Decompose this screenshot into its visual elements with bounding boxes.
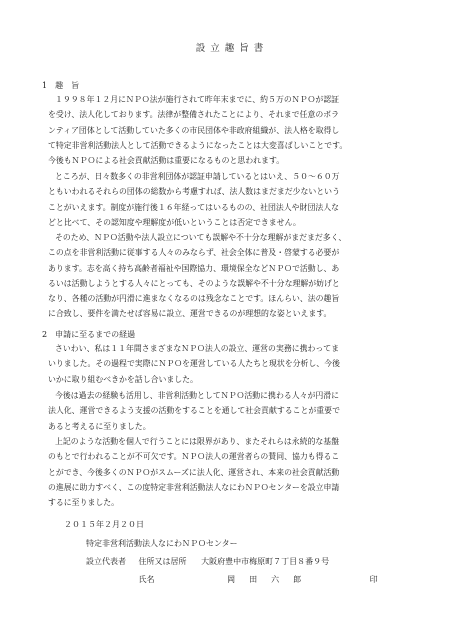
text-line: ともいわれるそれらの団体の総数から考慮すれば、法人数はまだまだ少ないという [48,187,340,197]
address-label: 住所又は居所 [138,557,187,566]
signature-name-row [86,574,378,585]
section1-paragraph-1 [48,92,420,168]
section2-paragraph-1 [48,341,420,387]
text-line: ことがいえます。制度が施行後１６年経ってはいるものの、社団法人や財団法人な [48,202,340,212]
section1-paragraph-3 [48,230,420,322]
text-line: なり、各種の活動が円滑に進まなくなるのは残念なことです。ほんらい、法の趣旨 [48,294,340,304]
text-line: のもとで行われることが不可欠です。ＮＰＯ法人の運営者らの賛同、協力も得るこ [48,452,340,462]
text-line: に合致し、要件を満たせば容易に設立、運営できるのが理想的な姿といえます。 [48,309,332,319]
seal-mark: 印 [369,575,378,584]
text-line: あると考えるに至りました。 [48,421,151,431]
text-line: ところが、日々数多くの非営利団体が認証申請しているとはいえ、５０～６０万 [55,172,340,181]
section2-paragraph-3 [48,434,420,510]
text-line: ンティア団体として活動していた多くの市民団体や非政府組織が、法人格を取得し [48,125,340,135]
text-line: の進展に助力すべく、この度特定非営利活動法人なにわＮＰＯセンターを設立申請 [48,482,340,492]
section2-heading: 2 申請に至るまでの経過 [42,330,136,339]
section1-paragraph-2 [48,169,420,230]
document-title: 設立趣旨書 [195,43,269,54]
representative-label: 設立代表者 [86,557,126,566]
document-date: ２０１５年２月２０日 [64,520,144,529]
name-label: 氏名 [138,575,155,584]
text-line: あります。志を高く持ち高齢者福祉や国際協力、環境保全などＮＰＯで活動し、あ [48,263,340,273]
text-line: さいわい、私は１１年間さまざまなＮＰＯ法人の設立、運営の実務に携わってま [55,344,339,353]
text-line: するに至りました。 [48,498,120,508]
section1-heading: 1 趣 旨 [42,81,80,90]
text-line: て特定非営利活動法人として活動できるようになったことは大変喜ばしいことです。 [48,140,348,150]
text-line: るいは活動しようとする人々にとっても、そのような誤解や不十分な理解が妨げと [48,278,340,288]
address-value: 大阪府豊中市梅原町７丁目８番９号 [201,557,330,566]
signature-org-name: 特定非営利活動法人なにわＮＰＯセンター [86,539,238,548]
text-line: 今後は過去の経験も活用し、非営利活動としてＮＰＯ活動に携わる人々が円滑に [55,391,340,400]
text-line: いかに取り組むべきかを話し合いました。 [48,374,198,384]
text-line: そのため、ＮＰＯ活動や法人設立についても誤解や不十分な理解がまだまだ多く、 [55,233,347,242]
text-line: 今後もＮＰＯによる社会貢献活動は重要になるものと思われます。 [48,156,285,166]
text-line: を受け、法人化しております。法律が整備されたことにより、それまで任意のボラ [48,110,340,120]
text-line: どと比べて、その認知度や理解度が低いということは否定できません。 [48,217,301,227]
section2-paragraph-2 [48,388,420,434]
text-line: 上記のような活動を個人で行うことには限界があり、またそれらは永続的な基盤 [55,437,340,446]
representative-name: 岡 田 六 郎 [227,575,305,584]
text-line: 法人化、運営できるよう支援の活動をすることを通して社会貢献することが重要で [48,406,340,416]
text-line: とができ、今後多くのＮＰＯがスムーズに法人化、運営され、本来の社会貢献活動 [48,467,340,477]
text-line: いりました。その過程で実際にＮＰＯを運営している人たちと現状を分析し、今後 [48,359,340,369]
signature-address-row [86,556,329,567]
text-line: この点を非営利活動に従事する人々のみならず、社会全体に普及・啓蒙する必要が [48,248,340,258]
text-line: １９９８年１２月にＮＰＯ法が施行されて昨年末までに、約５万のＮＰＯが認証 [55,95,340,104]
